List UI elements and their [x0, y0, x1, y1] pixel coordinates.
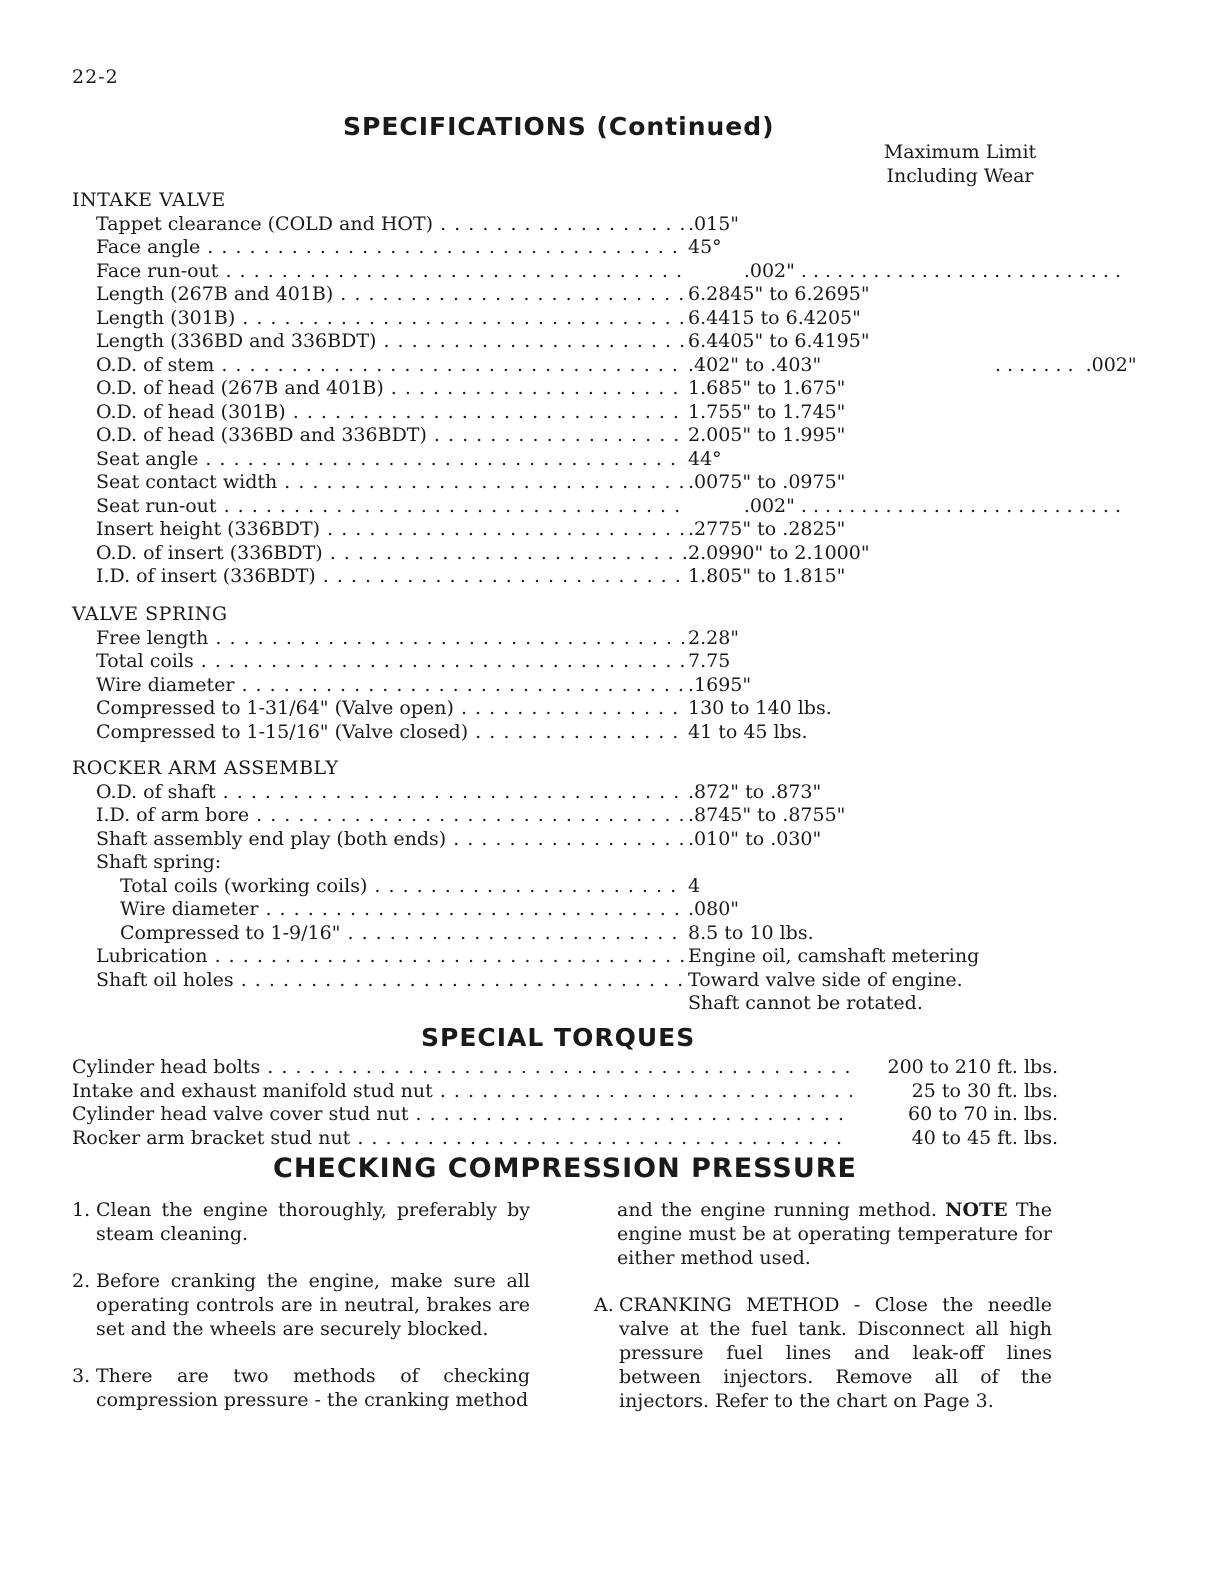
spec-value: Engine oil, camshaft metering — [688, 945, 980, 967]
spec-value: Toward valve side of engine. — [688, 968, 963, 991]
spec-value: 2.28" — [688, 626, 740, 649]
spec-row — [72, 828, 1072, 852]
spec-label: O.D. of shaft . . . — [96, 781, 686, 805]
spec-value: 4 — [688, 874, 701, 897]
spec-value: .402" to .403" — [688, 353, 822, 376]
spec-value: 2.0990" to 2.1000" — [688, 541, 870, 564]
spec-value: 1.755" to 1.745" — [688, 400, 846, 423]
torque-value: 40 to 45 ft. lbs. — [911, 1126, 1058, 1149]
spec-row — [72, 851, 1072, 875]
spec-label: Shaft oil holes . . . — [96, 969, 686, 993]
spec-label: I.D. of insert (336BDT) . . . — [96, 565, 686, 589]
spec-label: Face angle . . . — [96, 236, 686, 260]
spec-label: Tappet clearance (COLD and HOT) . . . — [96, 213, 686, 237]
spec-limit: . . . . . . . . . . . . . . . . . . . . . . . . . . . .002" — [743, 494, 1121, 517]
spec-row — [72, 674, 1072, 698]
spec-value: 1.685" to 1.675" — [688, 377, 846, 399]
torque-label: Cylinder head bolts . . . — [72, 1056, 852, 1080]
limit-header-line2: Including Wear — [886, 165, 1034, 187]
compression-right-column — [594, 1198, 1052, 1436]
spec-label: Seat angle . . . — [96, 448, 686, 472]
spec-label: Wire diameter . . . — [96, 674, 686, 698]
step-number: A. — [594, 1294, 614, 1316]
rocker-arm-section — [72, 757, 1072, 1016]
step-number: 2. — [72, 1270, 91, 1292]
note-label: NOTE — [945, 1199, 1008, 1221]
spec-label: O.D. of head (336BD and 336BDT) . . . — [96, 424, 686, 448]
step-text: CRANKING METHOD - Close the needle valve at the fuel tank. Disconnect all high pressure fuel lines and leak-off lines between injectors. Remove all of the injectors. Refer to the chart on Page 3. — [619, 1294, 1052, 1412]
spec-label: Total coils . . . — [96, 650, 686, 674]
section-title: INTAKE VALVE — [72, 189, 226, 211]
spec-row — [72, 377, 1072, 401]
spec-value: 6.4415 to 6.4205" — [688, 306, 861, 329]
spec-value: .010" to .030" — [688, 827, 822, 850]
spec-row — [72, 627, 1072, 651]
spec-value: 6.2845" to 6.2695" — [688, 283, 870, 305]
spec-value: .872" to .873" — [688, 780, 822, 803]
note-text: The engine must be at operating temperature for either method used. — [617, 1199, 1052, 1269]
step-3-continued — [594, 1198, 1052, 1270]
spec-label: Compressed to 1-31/64" (Valve open) . . . — [96, 697, 686, 721]
torque-row — [72, 1056, 1062, 1080]
spec-row — [72, 518, 1072, 542]
step-text: and the engine running method. — [617, 1199, 937, 1221]
spec-row — [72, 401, 1072, 425]
spec-label: Shaft assembly end play (both ends) . . . — [96, 828, 686, 852]
specifications-heading: SPECIFICATIONS (Continued) — [343, 112, 775, 141]
step-text: Clean the engine thoroughly, preferably by steam cleaning. — [96, 1199, 530, 1245]
spec-value: .0075" to .0975" — [688, 471, 846, 493]
spec-value: 7.75 — [688, 650, 731, 672]
limit-header-line1: Maximum Limit — [883, 141, 1037, 163]
spec-row — [72, 236, 1072, 260]
spec-label: Seat contact width . . . — [96, 471, 686, 495]
compression-heading: CHECKING COMPRESSION PRESSURE — [273, 1153, 857, 1184]
spec-value: .080" — [688, 898, 740, 920]
spec-value: .8745" to .8755" — [688, 804, 846, 826]
spec-value: .015" — [688, 212, 740, 235]
torque-value: 200 to 210 ft. lbs. — [887, 1056, 1058, 1078]
spec-row — [72, 875, 1072, 899]
spec-row — [72, 650, 1072, 674]
spec-value: 44° — [688, 447, 722, 470]
compression-left-column — [72, 1198, 530, 1435]
spec-label: Wire diameter . . . — [120, 898, 686, 922]
spec-value: 6.4405" to 6.4195" — [688, 330, 870, 352]
spec-label: Total coils (working coils) . . . — [120, 875, 686, 899]
spec-label: Length (267B and 401B) . . . — [96, 283, 686, 307]
torque-value: 60 to 70 in. lbs. — [908, 1103, 1058, 1125]
step-3 — [72, 1364, 530, 1412]
step-text: Before cranking the engine, make sure all operating controls are in neutral, brakes are set and the wheels are securely blocked. — [96, 1270, 530, 1340]
spec-row — [72, 471, 1072, 495]
spec-row — [72, 542, 1072, 566]
spec-label: Insert height (336BDT) . . . — [96, 518, 686, 542]
spec-value: 8.5 to 10 lbs. — [688, 921, 814, 944]
torques-table — [72, 1056, 1062, 1150]
spec-label: Lubrication . . . — [96, 945, 686, 969]
spec-label: O.D. of head (267B and 401B) . . . — [96, 377, 686, 401]
spec-label: Face run-out . . . — [96, 260, 686, 284]
spec-label: I.D. of arm bore . . . — [96, 804, 686, 828]
spec-label: O.D. of head (301B) . . . — [96, 401, 686, 425]
spec-limit: . . . . . . . . . . . . . . . . . . . . . . . . . . . .002" — [743, 259, 1121, 282]
spec-limit: . . . . . . . .002" — [995, 353, 1137, 376]
step-number: 3. — [72, 1365, 91, 1387]
step-2 — [72, 1269, 530, 1341]
torque-value: 25 to 30 ft. lbs. — [911, 1079, 1058, 1102]
spec-label: Shaft spring: — [96, 851, 222, 873]
section-title: ROCKER ARM ASSEMBLY — [72, 757, 339, 779]
spec-label: Seat run-out . . . — [96, 495, 686, 519]
torque-label: Intake and exhaust manifold stud nut . . . — [72, 1080, 852, 1104]
spec-row — [72, 330, 1072, 354]
spec-row — [72, 565, 1072, 589]
spec-row — [72, 213, 1072, 237]
spec-row — [72, 781, 1072, 805]
spec-label: O.D. of stem . . . — [96, 354, 686, 378]
spec-row — [72, 283, 1072, 307]
step-a — [594, 1293, 1052, 1413]
spec-label: Length (336BD and 336BDT) . . . — [96, 330, 686, 354]
torque-label: Cylinder head valve cover stud nut . . . — [72, 1103, 852, 1127]
spec-label: Free length . . . — [96, 627, 686, 651]
spec-continuation — [72, 992, 1072, 1016]
spec-label: Compressed to 1-9/16" . . . — [120, 922, 686, 946]
spec-value: 41 to 45 lbs. — [688, 720, 808, 743]
spec-row — [72, 494, 1121, 519]
spec-value-line2: Shaft cannot be rotated. — [688, 992, 923, 1014]
spec-row — [72, 898, 1072, 922]
torque-row — [72, 1127, 1062, 1151]
section-title: VALVE SPRING — [72, 603, 228, 625]
spec-row — [72, 804, 1072, 828]
spec-value: .2775" to .2825" — [688, 518, 846, 540]
spec-row — [72, 721, 1072, 745]
spec-row — [72, 969, 1072, 993]
spec-row — [72, 353, 1137, 378]
step-1 — [72, 1198, 530, 1246]
spec-label: Length (301B) . . . — [96, 307, 686, 331]
torque-label: Rocker arm bracket stud nut . . . — [72, 1127, 852, 1151]
spec-value: 2.005" to 1.995" — [688, 424, 846, 446]
spec-row — [72, 448, 1072, 472]
spec-row — [72, 259, 1121, 284]
torque-row — [72, 1080, 1062, 1104]
intake-valve-section — [72, 189, 1137, 589]
spec-value: 130 to 140 lbs. — [688, 697, 832, 719]
torque-row — [72, 1103, 1062, 1127]
special-torques-heading: SPECIAL TORQUES — [421, 1023, 696, 1052]
step-text: There are two methods of checking compression pressure - the cranking method — [96, 1365, 530, 1411]
spec-label: O.D. of insert (336BDT) . . . — [96, 542, 686, 566]
step-number: 1. — [72, 1199, 91, 1221]
spec-value: 1.805" to 1.815" — [688, 565, 846, 587]
valve-spring-section — [72, 603, 1072, 744]
limit-column-header — [860, 140, 1060, 188]
spec-row — [72, 945, 1072, 969]
spec-label: Compressed to 1-15/16" (Valve closed) . . . — [96, 721, 686, 745]
spec-value: .1695" — [688, 673, 752, 696]
page-number: 22-2 — [72, 66, 119, 88]
spec-row — [72, 697, 1072, 721]
spec-row — [72, 922, 1072, 946]
spec-value: 45° — [688, 236, 722, 258]
spec-row — [72, 424, 1072, 448]
spec-row — [72, 307, 1072, 331]
